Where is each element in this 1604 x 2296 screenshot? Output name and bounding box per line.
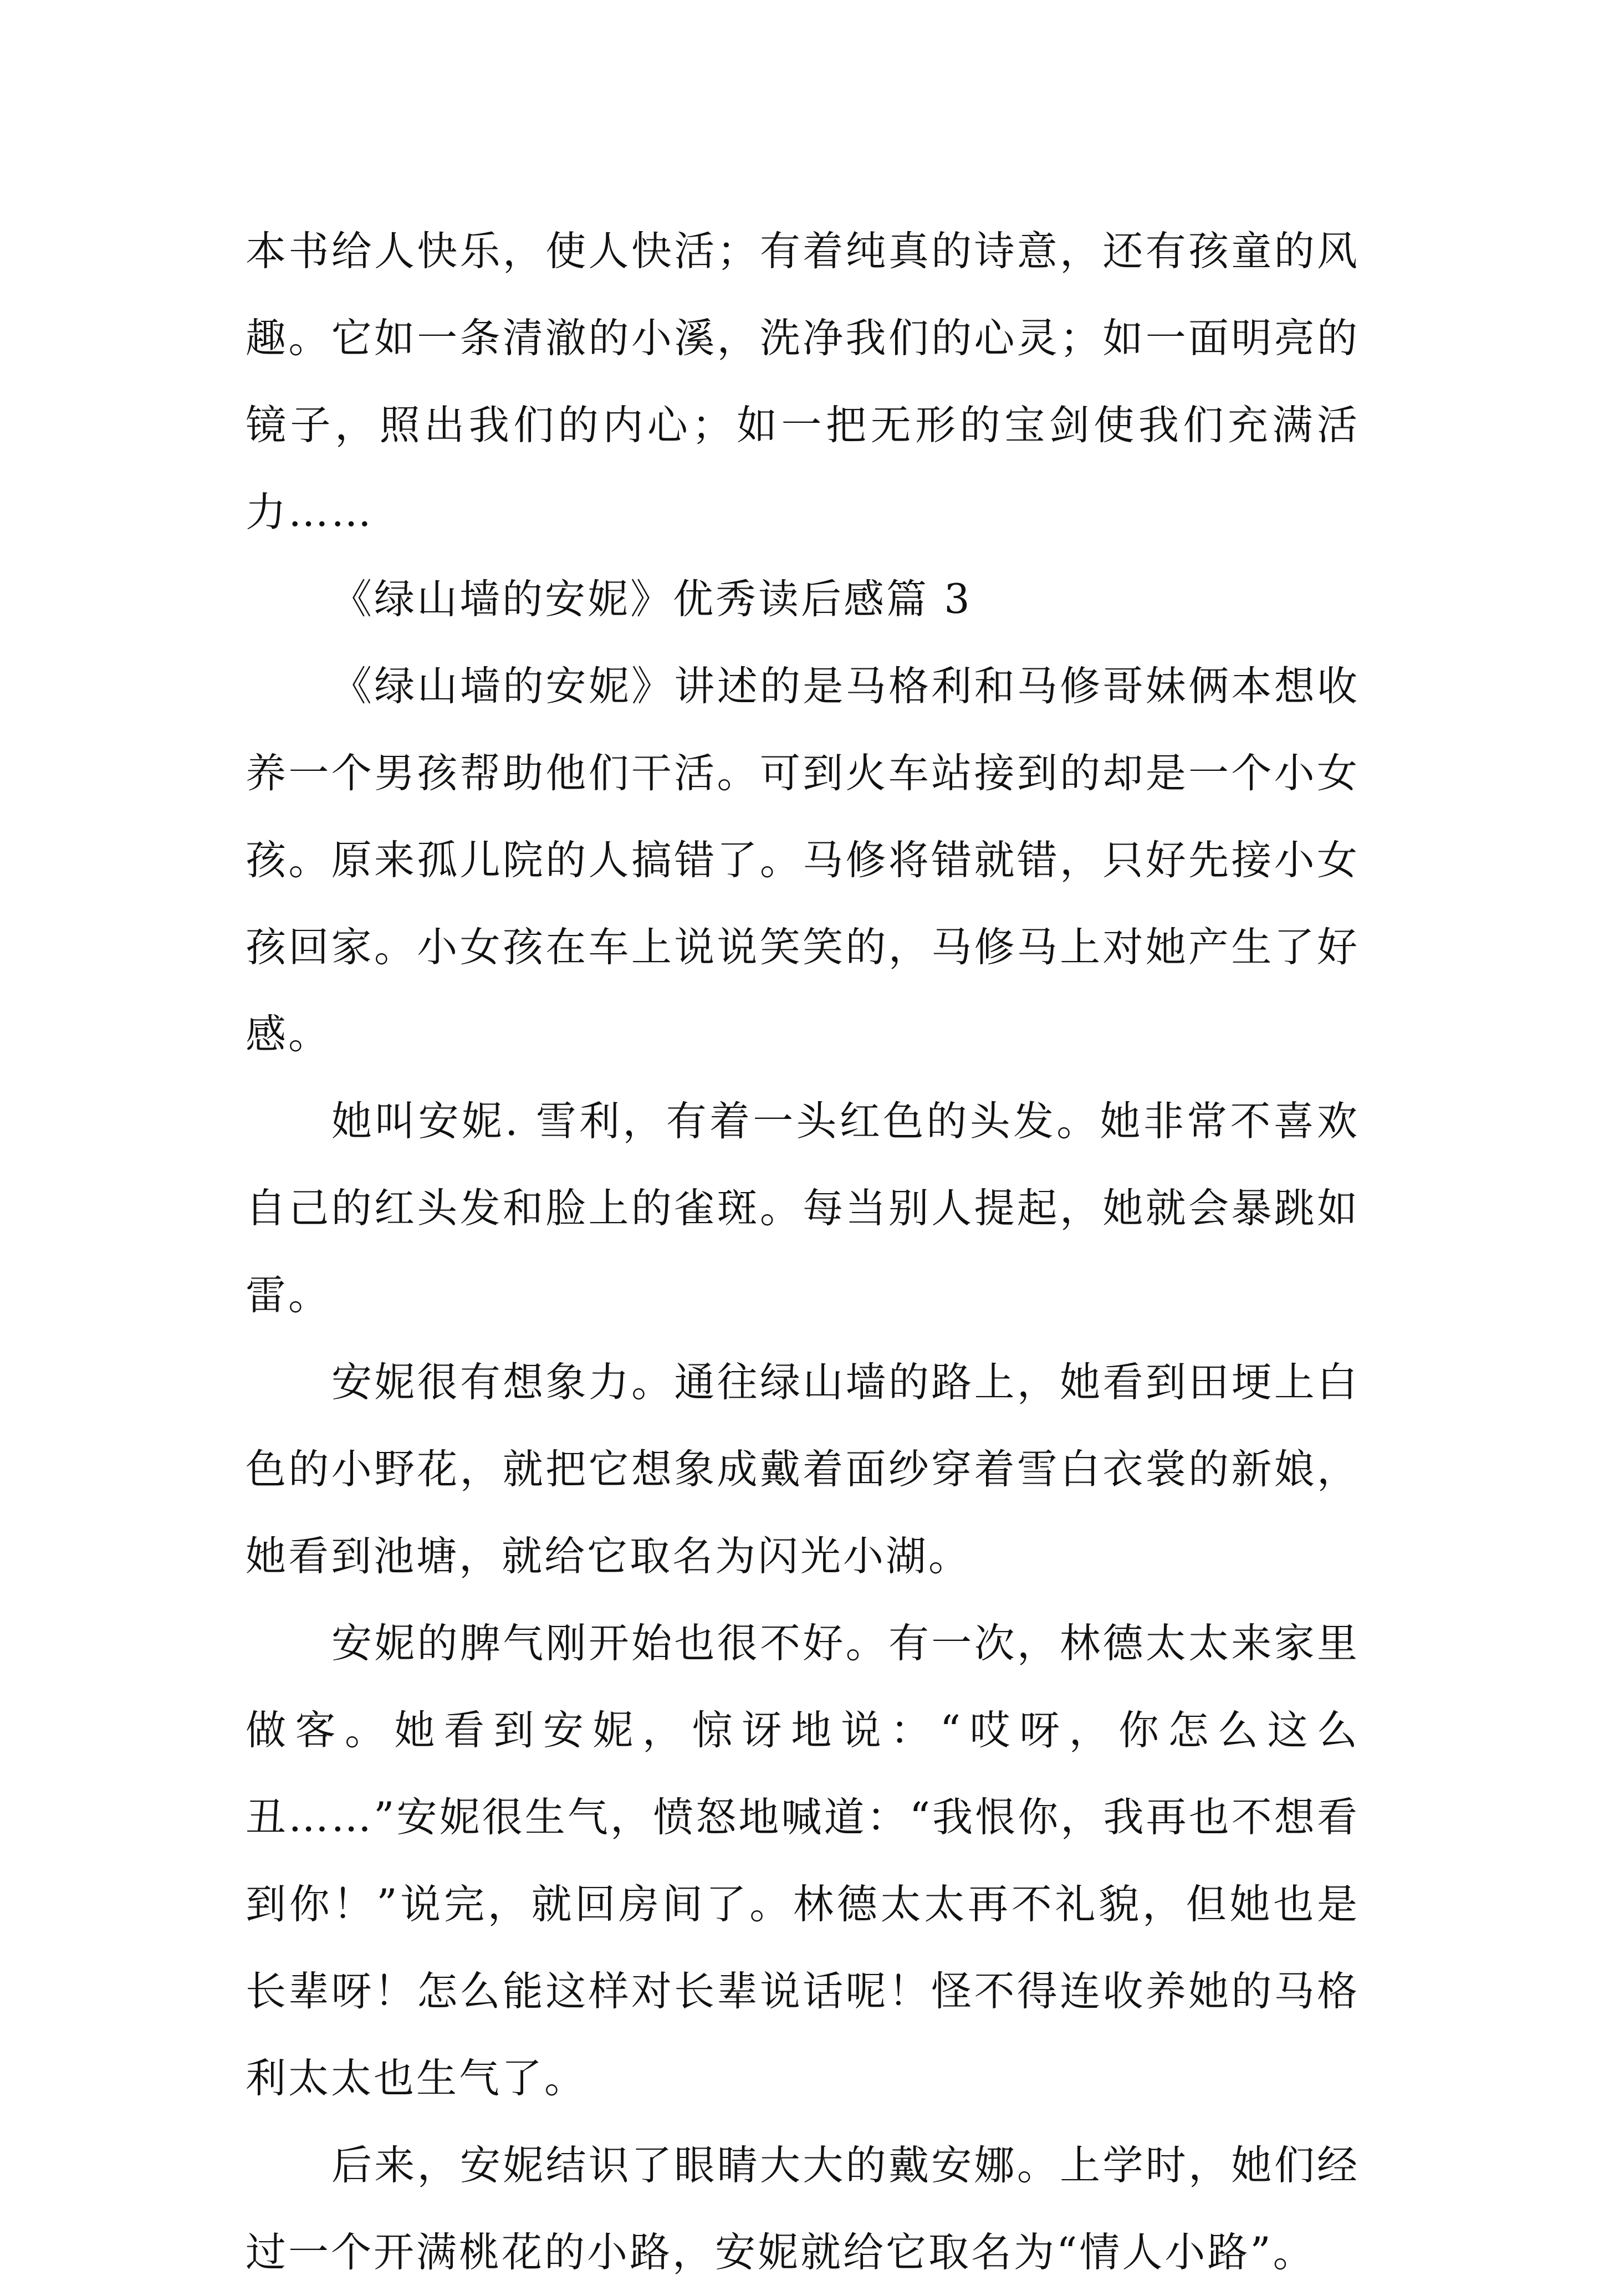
paragraph-intro: 本书给人快乐，使人快活；有着纯真的诗意，还有孩童的风趣。它如一条清澈的小溪，洗净我们的心灵；如一面明亮的镜子，照出我们的内心；如一把无形的宝剑使我们充满活力…… — [246, 228, 1360, 536]
paragraph-summary: 《绿山墙的安妮》讲述的是马格利和马修哥妹俩本想收养一个男孩帮助他们干活。可到火车站接到的却是一个小女孩。原来孤儿院的人搞错了。马修将错就错，只好先接小女孩回家。小女孩在车上说说笑笑的，马修马上对她产生了好感。 — [246, 663, 1360, 1058]
paragraph-anne-hair: 她叫安妮. 雪利，有着一头红色的头发。她非常不喜欢自己的红头发和脸上的雀斑。每当别人提起，她就会暴跳如雷。 — [246, 1098, 1360, 1319]
paragraph-imagination: 安妮很有想象力。通往绿山墙的路上，她看到田埂上白色的小野花，就把它想象成戴着面纱穿着雪白衣裳的新娘，她看到池塘，就给它取名为闪光小湖。 — [246, 1359, 1360, 1580]
paragraph-diana: 后来，安妮结识了眼睛大大的戴安娜。上学时，她们经过一个开满桃花的小路，安妮就给它取名为“情人小路”。 — [246, 2142, 1360, 2276]
paragraph-temper: 安妮的脾气刚开始也很不好。有一次，林德太太来家里做客。她看到安妮，惊讶地说：“哎呀，你怎么这么丑……”安妮很生气，愤怒地喊道：“我恨你，我再也不想看到你！”说完，就回房间了。林德太太再不礼貌，但她也是长辈呀！怎么能这样对长辈说话呢！怪不得连收养她的马格利太太也生气了。 — [246, 1620, 1360, 2102]
document-body — [246, 208, 1360, 2296]
section-heading: 《绿山墙的安妮》优秀读后感篇 3 — [331, 576, 972, 623]
